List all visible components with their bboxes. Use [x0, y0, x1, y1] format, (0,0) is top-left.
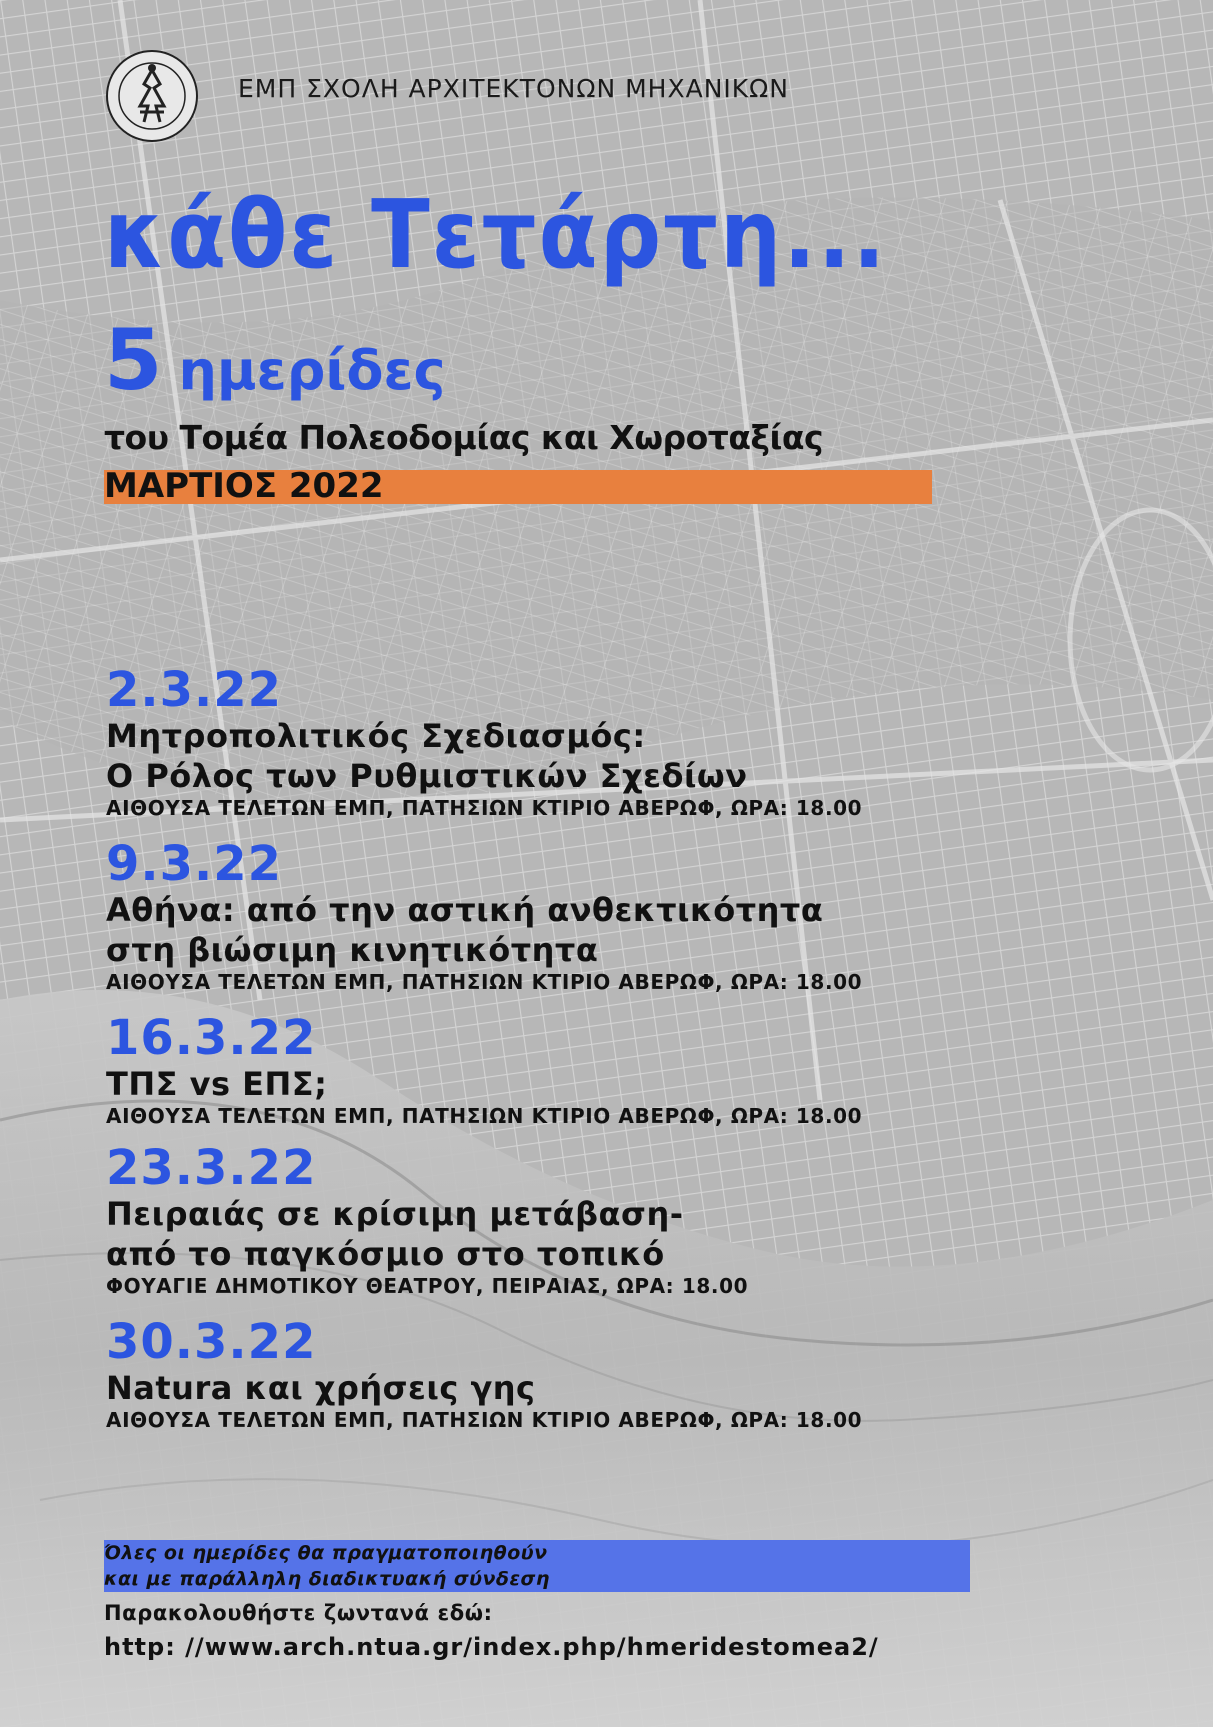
event-venue: ΑΙΘΟΥΣΑ ΤΕΛΕΤΩΝ ΕΜΠ, ΠΑΤΗΣΙΩΝ ΚΤΙΡΙΟ ΑΒΕΡΩΦ, ΩΡΑ: 18.00 — [106, 1408, 863, 1432]
event-date: 16.3.22 — [106, 1010, 317, 1066]
event-venue: ΑΙΘΟΥΣΑ ΤΕΛΕΤΩΝ ΕΜΠ, ΠΑΤΗΣΙΩΝ ΚΤΙΡΙΟ ΑΒΕΡΩΦ, ΩΡΑ: 18.00 — [106, 1104, 863, 1128]
headline: κάθε Τετάρτη... — [104, 180, 888, 290]
event-item — [106, 838, 862, 994]
series-subtitle: του Τομέα Πολεοδομίας και Χωροταξίας — [104, 418, 824, 457]
event-title: Πειραιάς σε κρίσιμη μετάβαση- — [106, 1195, 684, 1233]
event-date: 9.3.22 — [106, 836, 283, 892]
series-word: ημερίδες — [178, 339, 446, 402]
event-title: στη βιώσιμη κινητικότητα — [106, 931, 599, 969]
series-heading — [104, 311, 446, 409]
month-label: ΜΑΡΤΙΟΣ 2022 — [104, 466, 384, 506]
ntua-seal-logo — [104, 48, 200, 144]
online-notice-line: Όλες οι ημερίδες θα πραγματοποιηθούν — [104, 1542, 548, 1564]
event-date: 2.3.22 — [106, 662, 283, 718]
event-title: Αθήνα: από την αστική ανθεκτικότητα — [106, 891, 824, 929]
online-notice-line: και με παράλληλη διαδικτυακή σύνδεση — [104, 1568, 550, 1590]
event-item — [106, 1142, 748, 1298]
event-item — [106, 1012, 862, 1128]
event-venue: ΑΙΘΟΥΣΑ ΤΕΛΕΤΩΝ ΕΜΠ, ΠΑΤΗΣΙΩΝ ΚΤΙΡΙΟ ΑΒΕΡΩΦ, ΩΡΑ: 18.00 — [106, 970, 863, 994]
school-name: ΕΜΠ ΣΧΟΛΗ ΑΡΧΙΤΕΚΤΟΝΩΝ ΜΗΧΑΝΙΚΩΝ — [238, 74, 789, 103]
series-count: 5 — [104, 311, 163, 409]
event-title: από το παγκόσμιο στο τοπικό — [106, 1235, 665, 1273]
event-date: 23.3.22 — [106, 1140, 317, 1196]
event-item — [106, 1316, 862, 1432]
livestream-info — [104, 1596, 879, 1664]
event-title: Ο Ρόλος των Ρυθμιστικών Σχεδίων — [106, 757, 748, 795]
livestream-label: Παρακολουθήστε ζωντανά εδώ: — [104, 1601, 493, 1625]
event-item — [106, 664, 862, 820]
event-title: ΤΠΣ vs ΕΠΣ; — [106, 1065, 328, 1103]
online-notice — [104, 1540, 550, 1592]
event-title: Μητροπολιτικός Σχεδιασμός: — [106, 717, 646, 755]
event-venue: ΑΙΘΟΥΣΑ ΤΕΛΕΤΩΝ ΕΜΠ, ΠΑΤΗΣΙΩΝ ΚΤΙΡΙΟ ΑΒΕΡΩΦ, ΩΡΑ: 18.00 — [106, 796, 863, 820]
event-date: 30.3.22 — [106, 1314, 317, 1370]
event-venue: ΦΟΥΑΓΙΕ ΔΗΜΟΤΙΚΟΥ ΘΕΑΤΡΟΥ, ΠΕΙΡΑΙΑΣ, ΩΡΑ: 18.00 — [106, 1274, 749, 1298]
event-title: Natura και χρήσεις γης — [106, 1369, 536, 1407]
livestream-link[interactable]: http: //www.arch.ntua.gr/index.php/hmeridestomea2/ — [104, 1633, 879, 1661]
